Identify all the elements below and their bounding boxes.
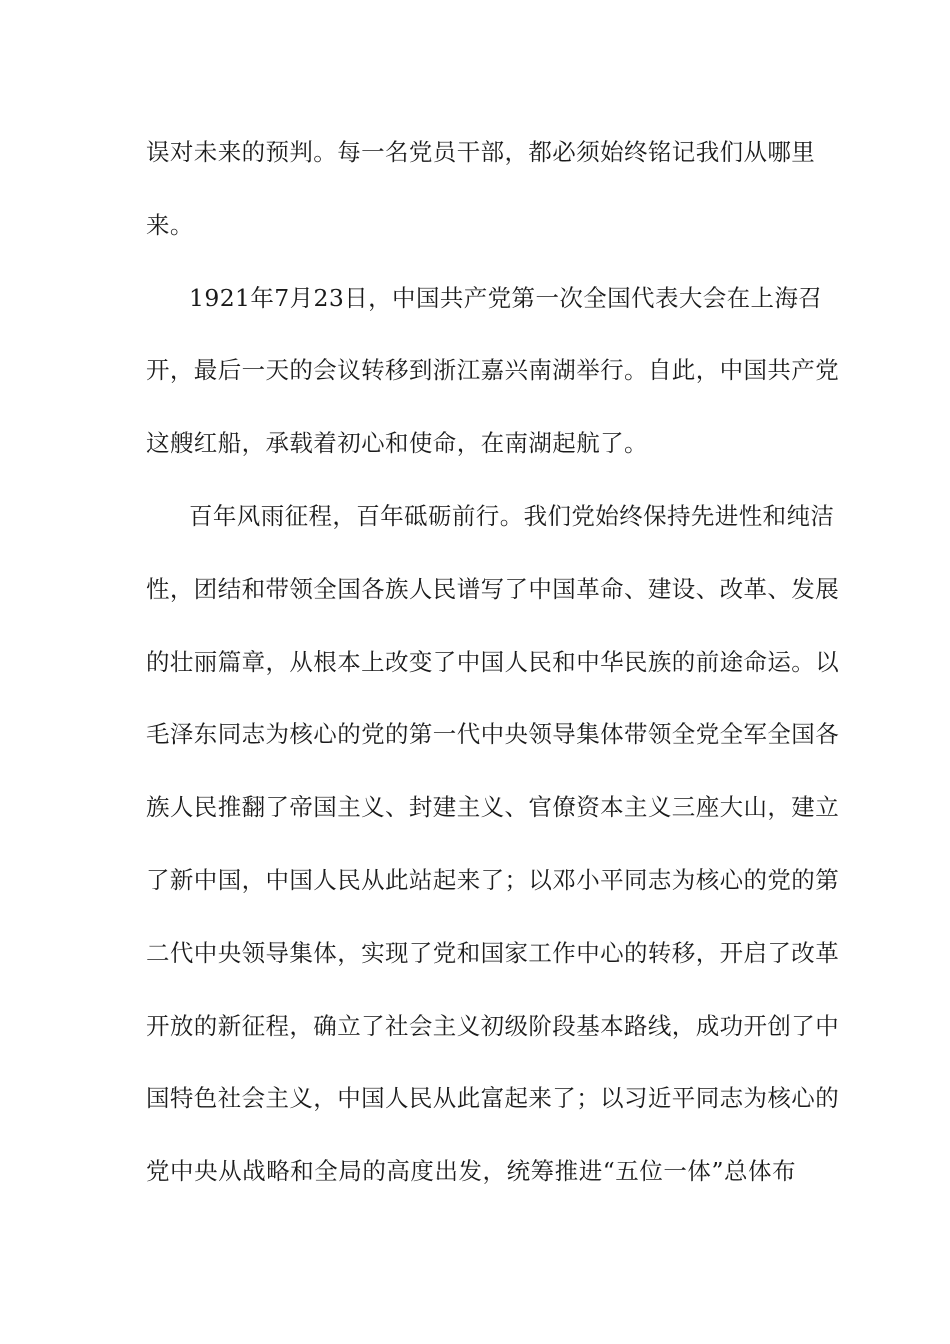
text-line: 毛泽东同志为核心的党的第一代中央领导集体带领全党全军全国各 xyxy=(146,720,840,749)
text-line: 国特色社会主义，中国人民从此富起来了；以习近平同志为核心的 xyxy=(146,1084,840,1113)
text-line: 这艘红船，承载着初心和使命，在南湖起航了。 xyxy=(146,429,648,458)
text-line: 了新中国，中国人民从此站起来了；以邓小平同志为核心的党的第 xyxy=(146,865,840,894)
text-line: 开放的新征程，确立了社会主义初级阶段基本路线，成功开创了中 xyxy=(146,1011,840,1040)
text-line: 的壮丽篇章，从根本上改变了中国人民和中华民族的前途命运。以 xyxy=(146,647,840,676)
text-line: 二代中央领导集体，实现了党和国家工作中心的转移，开启了改革 xyxy=(146,938,840,967)
text-line: 党中央从战略和全局的高度出发，统筹推进“五位一体”总体布 xyxy=(146,1157,796,1186)
text-line: 族人民推翻了帝国主义、封建主义、官僚资本主义三座大山，建立 xyxy=(146,793,840,822)
text-line: 1921年7月23日，中国共产党第一次全国代表大会在上海召 xyxy=(189,283,823,312)
text-line: 来。 xyxy=(146,210,194,239)
text-line: 误对未来的预判。每一名党员干部，都必须始终铭记我们从哪里 xyxy=(146,138,816,166)
text-line: 百年风雨征程，百年砥砺前行。我们党始终保持先进性和纯洁 xyxy=(189,501,835,530)
body-text xyxy=(146,130,840,1222)
text-line: 开，最后一天的会议转移到浙江嘉兴南湖举行。自此，中国共产党 xyxy=(146,356,840,385)
text-line: 性，团结和带领全国各族人民谱写了中国革命、建设、改革、发展 xyxy=(146,574,840,603)
